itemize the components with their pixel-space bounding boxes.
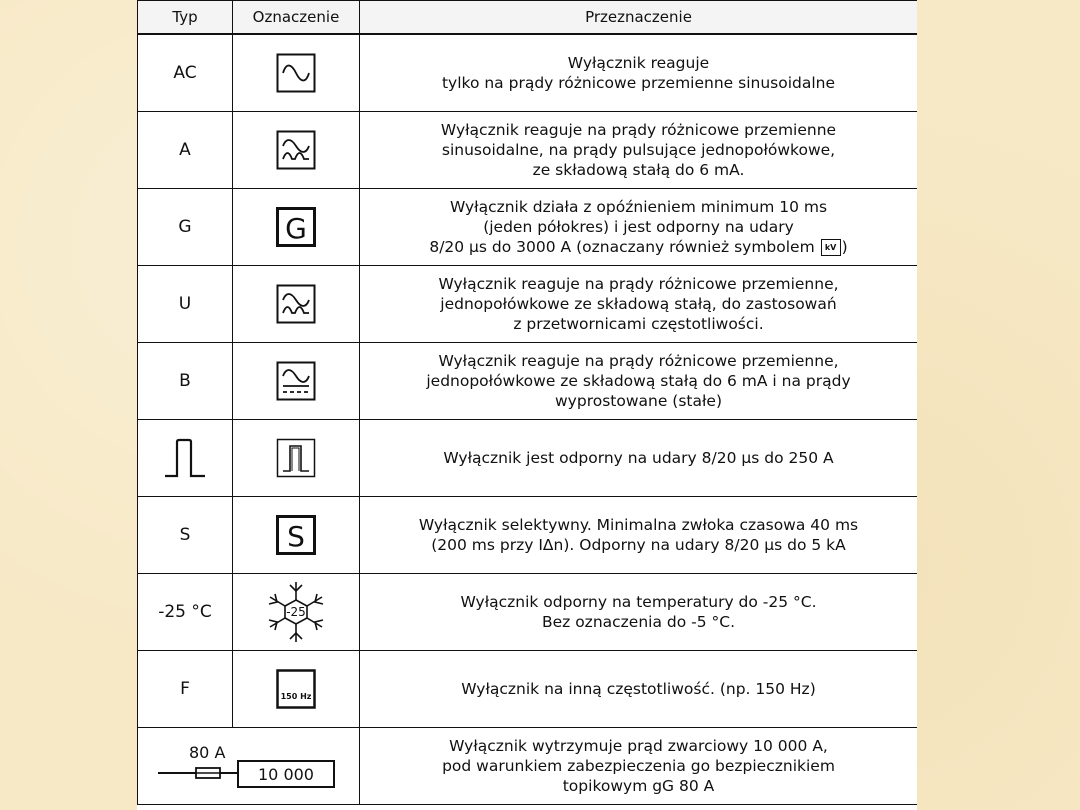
description-text: ) <box>841 238 848 256</box>
table-row <box>138 34 918 112</box>
description-cell <box>360 189 918 266</box>
table-row <box>138 343 918 420</box>
snowflake-label: -25 <box>286 605 306 619</box>
frequency-label: 150 Hz <box>280 692 312 701</box>
type-cell: U <box>138 266 233 343</box>
rating-label: 10 000 <box>257 765 314 784</box>
description-cell <box>360 651 918 728</box>
type-cell: B <box>138 343 233 420</box>
description-line: tylko na prądy różnicowe przemienne sinusoidalne <box>441 74 836 92</box>
description-line: sinusoidalne, na prądy pulsujące jednopołówkowe, <box>441 141 836 159</box>
frequency-box-icon <box>276 669 316 709</box>
description-line: pod warunkiem zabezpieczenia go bezpiecznikiem <box>442 757 835 775</box>
description-cell <box>360 728 918 805</box>
fuse-rating-diagram <box>154 736 344 796</box>
symbol-cell <box>233 189 360 266</box>
description-line: Wyłącznik na inną częstotliwość. (np. 150 Hz) <box>461 680 816 698</box>
description-line <box>360 237 917 257</box>
sine-wave-icon <box>276 53 316 93</box>
description-line: Wyłącznik reaguje na prądy różnicowe przemienne, <box>438 352 839 370</box>
table-row <box>138 266 918 343</box>
header-row <box>138 1 918 35</box>
sine-dc-icon <box>276 361 316 401</box>
header-typ: Typ <box>138 1 233 35</box>
description-line: Wyłącznik jest odporny na udary 8/20 µs do 250 A <box>443 449 834 467</box>
rcd-types-sheet <box>137 0 917 810</box>
s-letter-icon <box>276 515 316 555</box>
g-letter-icon <box>276 207 316 247</box>
description-text: 8/20 µs do 3000 A (oznaczany również symbolem <box>429 238 820 256</box>
type-cell: -25 °C <box>138 574 233 651</box>
table-row <box>138 112 918 189</box>
description-cell <box>360 112 918 189</box>
symbol-cell <box>233 497 360 574</box>
symbol-cell <box>233 574 360 651</box>
description-line: topikowym gG 80 A <box>562 777 715 795</box>
description-line: Wyłącznik selektywny. Minimalna zwłoka czasowa 40 ms <box>418 516 859 534</box>
impulse-boxed-icon <box>276 438 316 478</box>
description-line: z przetwornicami częstotliwości. <box>513 315 764 333</box>
description-cell <box>360 266 918 343</box>
type-cell: AC <box>138 34 233 112</box>
description-line: Bez oznaczenia do -5 °C. <box>541 613 736 631</box>
rcd-types-table <box>137 0 917 805</box>
description-line: Wyłącznik wytrzymuje prąd zwarciowy 10 000 A, <box>449 737 828 755</box>
description-line: (jeden półokres) i jest odporny na udary <box>483 218 794 236</box>
symbol-cell <box>233 651 360 728</box>
description-line: (200 ms przy IΔn). Odporny na udary 8/20 µs do 5 kA <box>431 536 846 554</box>
description-line: Wyłącznik reaguje na prądy różnicowe przemienne <box>440 121 837 139</box>
description-line: wyprostowane (stałe) <box>555 392 722 410</box>
symbol-cell <box>233 34 360 112</box>
sine-pulsating-icon <box>276 284 316 324</box>
snowflake-icon <box>264 580 328 644</box>
fuse-diagram-cell <box>138 728 360 805</box>
description-line: Wyłącznik działa z opóźnieniem minimum 10 ms <box>449 198 828 216</box>
symbol-cell <box>233 266 360 343</box>
description-cell <box>360 497 918 574</box>
table-row <box>138 420 918 497</box>
header-oznaczenie: Oznaczenie <box>233 1 360 35</box>
table-row <box>138 497 918 574</box>
type-cell: S <box>138 497 233 574</box>
kv-icon: kV <box>821 239 841 256</box>
impulse-icon <box>163 436 207 480</box>
header-przeznaczenie: Przeznaczenie <box>360 1 918 35</box>
type-cell <box>138 420 233 497</box>
description-line: Wyłącznik reaguje na prądy różnicowe przemienne, <box>438 275 839 293</box>
table-row <box>138 728 918 805</box>
svg-text:G: G <box>285 212 307 245</box>
description-line: Wyłącznik odporny na temperatury do -25 °C. <box>460 593 817 611</box>
sine-pulsating-icon <box>276 130 316 170</box>
description-line: ze składową stałą do 6 mA. <box>532 161 745 179</box>
type-cell: A <box>138 112 233 189</box>
table-row <box>138 651 918 728</box>
symbol-cell <box>233 112 360 189</box>
description-cell <box>360 420 918 497</box>
description-line: jednopołówkowe ze składową stałą do 6 mA i na prądy <box>426 372 851 390</box>
description-cell <box>360 34 918 112</box>
description-cell <box>360 343 918 420</box>
symbol-cell <box>233 420 360 497</box>
table-row <box>138 189 918 266</box>
description-cell <box>360 574 918 651</box>
type-cell: G <box>138 189 233 266</box>
svg-text:S: S <box>287 520 305 553</box>
symbol-cell <box>233 343 360 420</box>
description-line: jednopołówkowe ze składową stałą, do zastosowań <box>440 295 837 313</box>
description-line: Wyłącznik reaguje <box>567 54 710 72</box>
table-row <box>138 574 918 651</box>
type-cell: F <box>138 651 233 728</box>
fuse-label: 80 A <box>188 743 225 762</box>
